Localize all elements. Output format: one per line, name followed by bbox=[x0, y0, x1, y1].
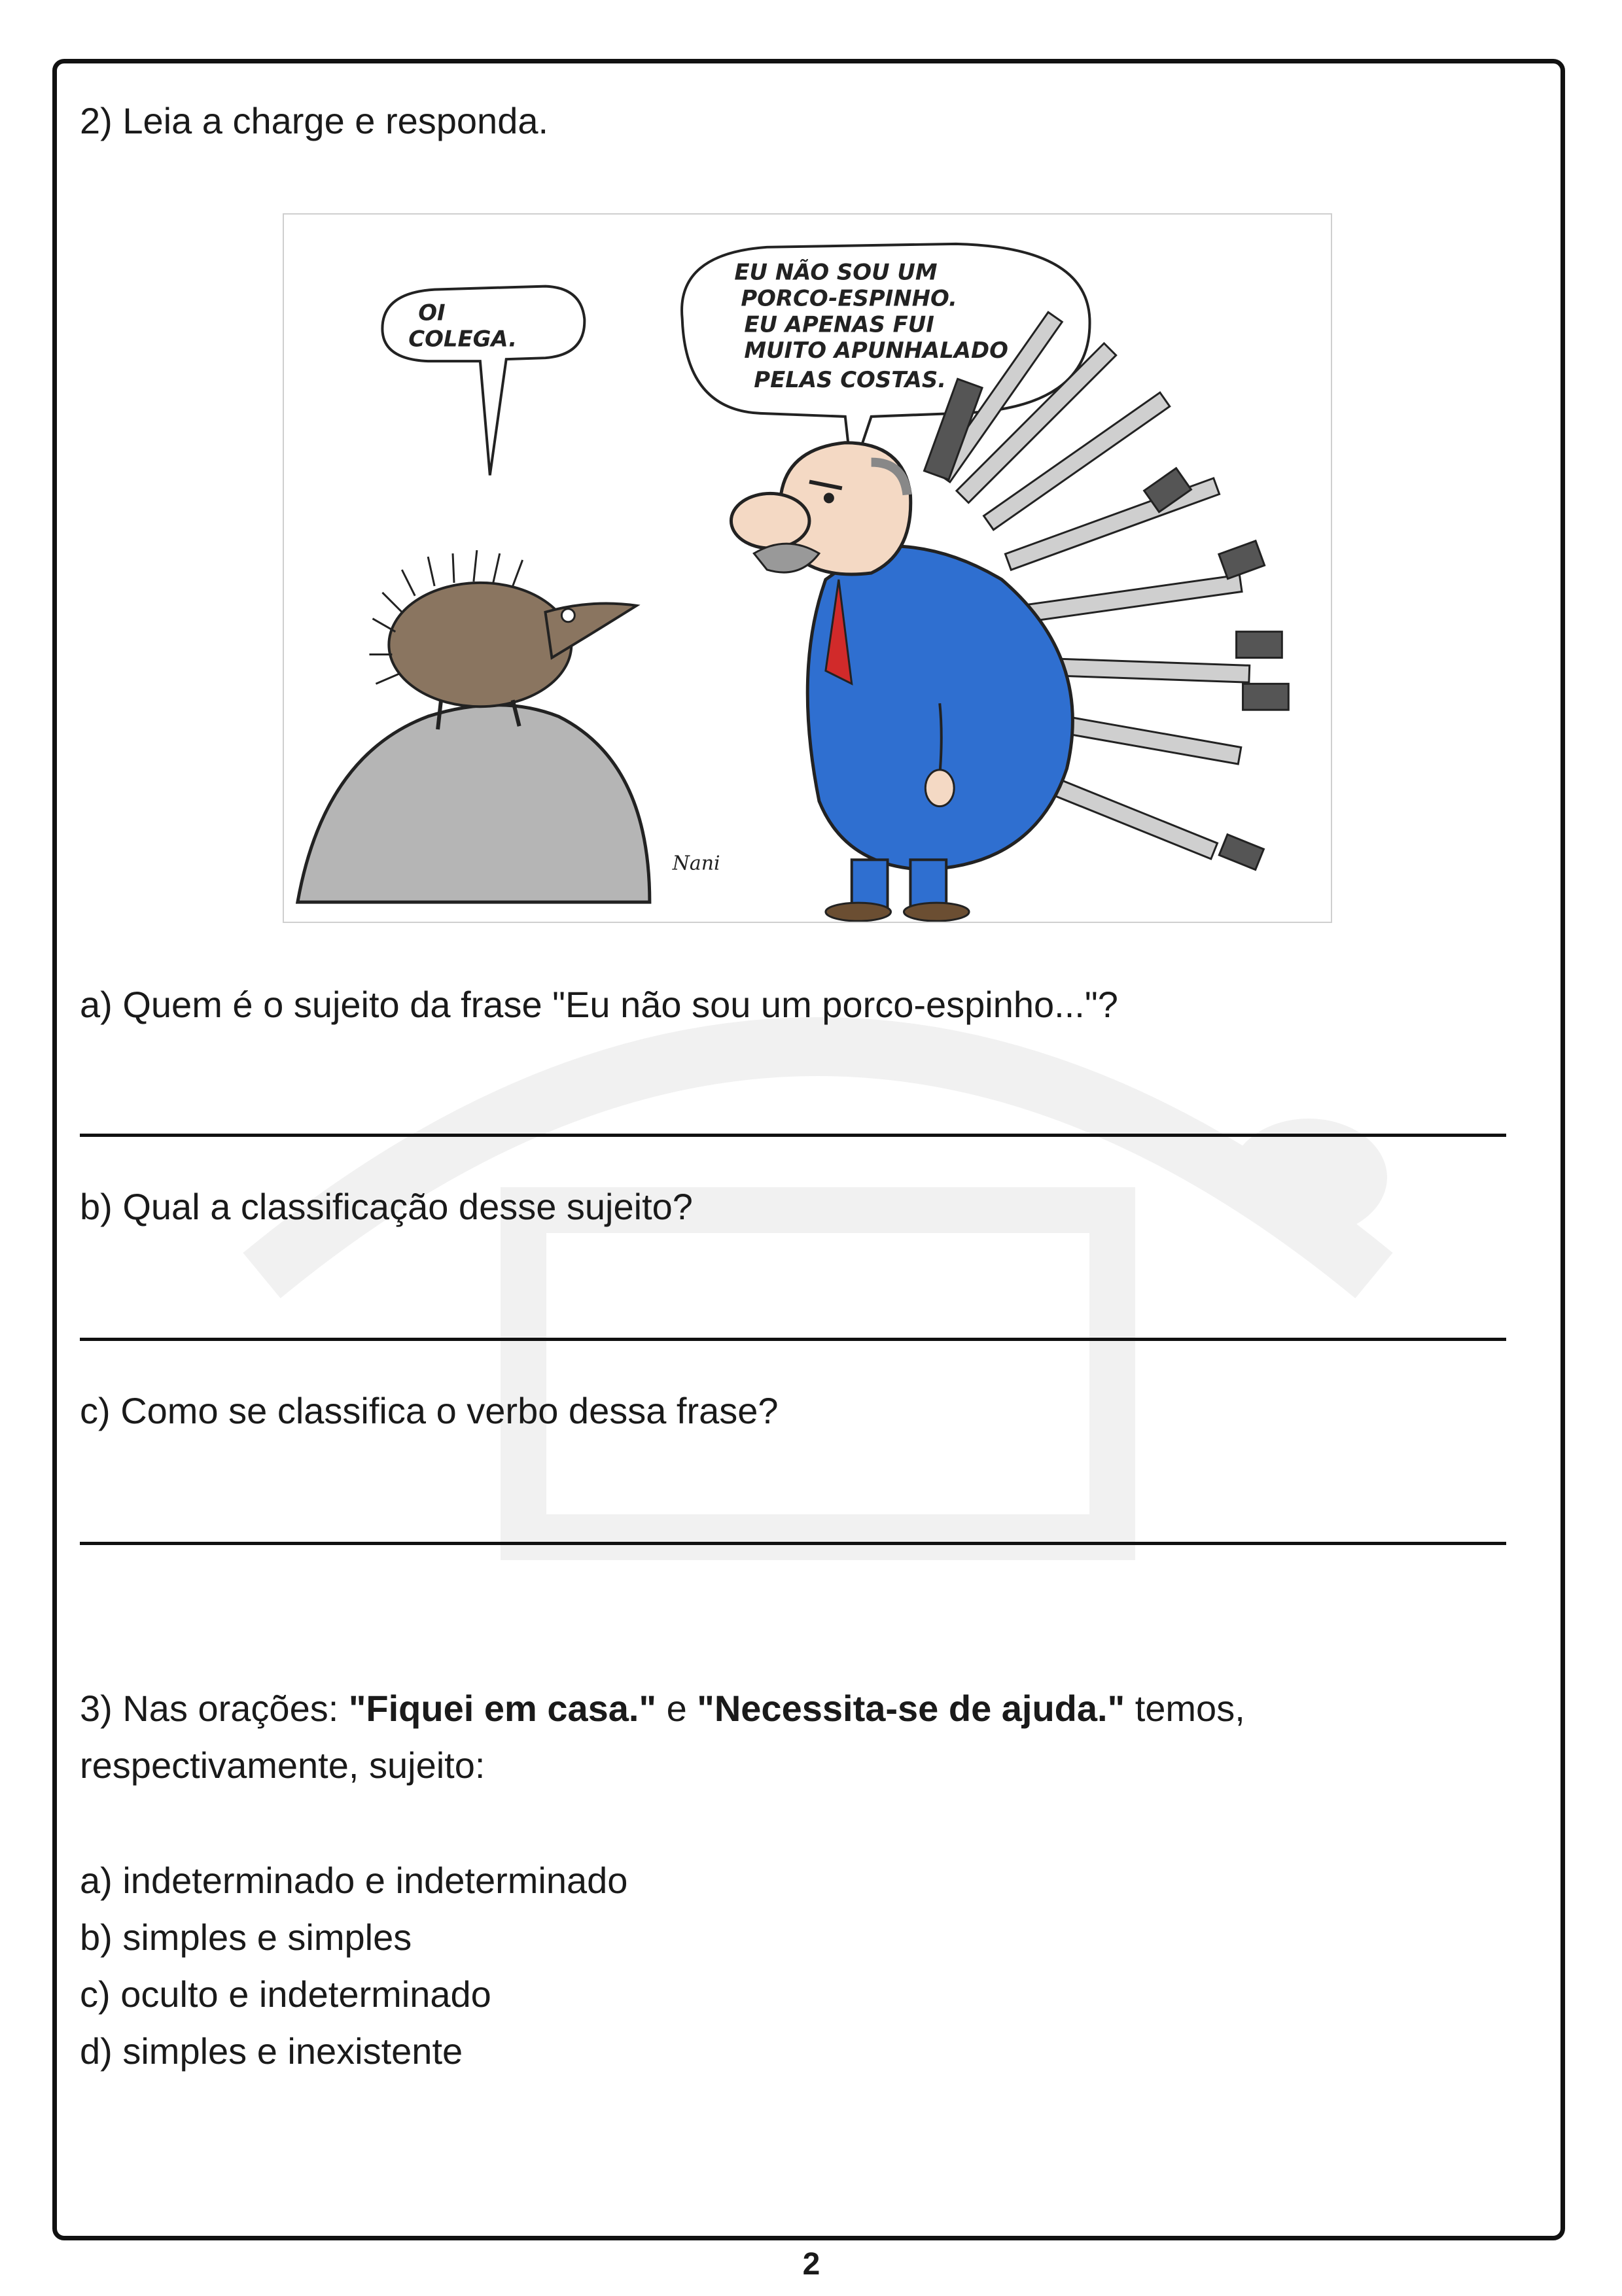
question-2b: b) Qual a classificação desse sujeito? bbox=[80, 1186, 693, 1227]
man-mustache bbox=[754, 544, 819, 572]
cartoon-image bbox=[283, 213, 1332, 923]
question-2-heading: 2) Leia a charge e responda. bbox=[80, 100, 549, 141]
question-3-connector: e bbox=[656, 1688, 697, 1729]
cartoon-drawing bbox=[284, 215, 1331, 922]
answer-line-b[interactable] bbox=[80, 1338, 1506, 1341]
cartoonist-signature: Nani bbox=[672, 852, 720, 875]
option-b[interactable]: b) simples e simples bbox=[80, 1917, 412, 1958]
left-speech-bubble bbox=[382, 287, 584, 476]
rock-shape bbox=[298, 705, 650, 902]
question-2c: c) Como se classifica o verbo dessa frase? bbox=[80, 1390, 779, 1431]
left-bubble-line-1: OI bbox=[418, 300, 446, 326]
answer-line-c[interactable] bbox=[80, 1542, 1506, 1545]
question-2a: a) Quem é o sujeito da frase "Eu não sou um porco-espinho..."? bbox=[80, 984, 1118, 1025]
option-a[interactable]: a) indeterminado e indeterminado bbox=[80, 1860, 628, 1901]
page-number: 2 bbox=[802, 2247, 820, 2282]
option-c[interactable]: c) oculto e indeterminado bbox=[80, 1974, 491, 2015]
question-3-phrase-1: "Fiquei em casa." bbox=[348, 1688, 657, 1729]
right-bubble-line-2: PORCO-ESPINHO. bbox=[741, 285, 957, 311]
right-bubble-line-3: EU APENAS FUI bbox=[744, 311, 934, 338]
answer-line-a[interactable] bbox=[80, 1134, 1506, 1137]
left-bubble-line-2: COLEGA. bbox=[408, 326, 518, 352]
right-bubble-line-5: PELAS COSTAS. bbox=[754, 367, 947, 393]
right-bubble-line-4: MUITO APUNHALADO bbox=[744, 338, 1008, 364]
man-nose bbox=[731, 493, 809, 548]
hedgehog-figure bbox=[369, 550, 636, 729]
question-3-options bbox=[80, 1852, 627, 2079]
right-bubble-line-1: EU NÃO SOU UM bbox=[734, 259, 938, 285]
question-3-prompt bbox=[80, 1680, 1532, 1794]
question-3-tail: temos, respectivamente, sujeito: bbox=[80, 1688, 1245, 1786]
option-d[interactable]: d) simples e inexistente bbox=[80, 2030, 463, 2072]
question-3-phrase-2: "Necessita-se de ajuda." bbox=[697, 1688, 1125, 1729]
question-3-intro: 3) Nas orações: bbox=[80, 1688, 349, 1729]
